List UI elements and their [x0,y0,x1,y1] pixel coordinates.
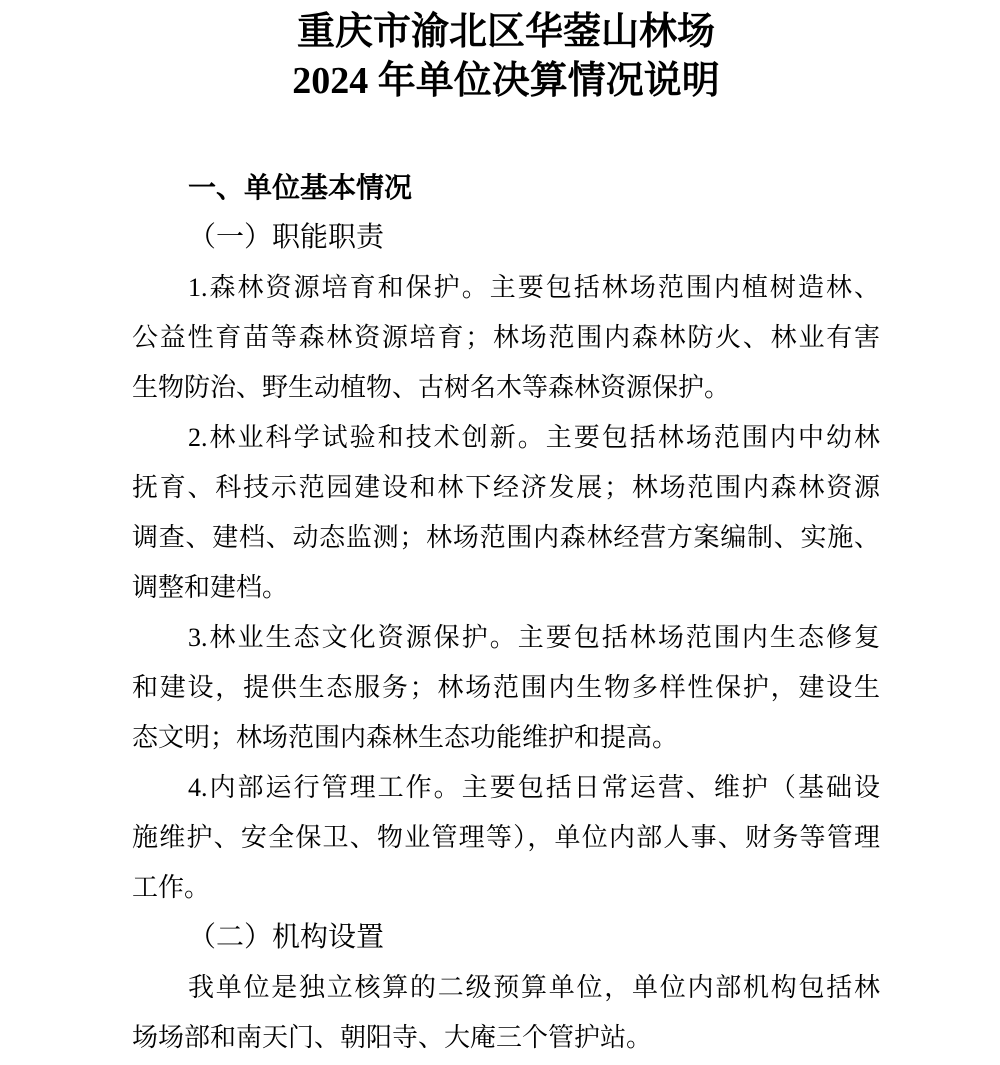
paragraph-line: 3.林业生态文化资源保护。主要包括林场范围内生态修复 [188,623,880,652]
document-title-line-2: 2024 年单位决算情况说明 [292,60,720,102]
paragraph-line: 我单位是独立核算的二级预算单位，单位内部机构包括林 [188,973,880,1002]
paragraph-line: 公益性育苗等森林资源培育；林场范围内森林防火、林业有害 [132,323,880,352]
paragraph-line: 抚育、科技示范园建设和林下经济发展；林场范围内森林资源 [132,473,880,502]
paragraph-line: 2.林业科学试验和技术创新。主要包括林场范围内中幼林 [188,423,880,452]
paragraph-line: 1.森林资源培育和保护。主要包括林场范围内植树造林、 [188,273,880,302]
paragraph-line: 和建设，提供生态服务；林场范围内生物多样性保护，建设生 [132,673,880,702]
paragraph-line: 场场部和南天门、朝阳寺、大庵三个管护站。 [132,1023,653,1052]
paragraph-line: 4.内部运行管理工作。主要包括日常运营、维护（基础设 [188,773,880,802]
paragraph-line: 工作。 [132,873,211,902]
document-body [132,163,880,1063]
section-heading-1: 一、单位基本情况 [188,172,413,203]
document-title-line-1: 重庆市渝北区华蓥山林场 [296,11,715,53]
paragraph-line: 调整和建档。 [132,573,289,602]
paragraph-line: 调查、建档、动态监测；林场范围内森林经营方案编制、实施、 [132,523,880,552]
section-heading-2: （二）机构设置 [188,922,385,953]
document-title [126,8,886,106]
paragraph-line: 施维护、安全保卫、物业管理等），单位内部人事、财务等管理 [132,823,880,852]
paragraph-line: 态文明；林场范围内森林生态功能维护和提高。 [132,723,679,752]
section-heading-2: （一）职能职责 [188,222,385,253]
paragraph-line: 生物防治、野生动植物、古树名木等森林资源保护。 [132,373,731,402]
